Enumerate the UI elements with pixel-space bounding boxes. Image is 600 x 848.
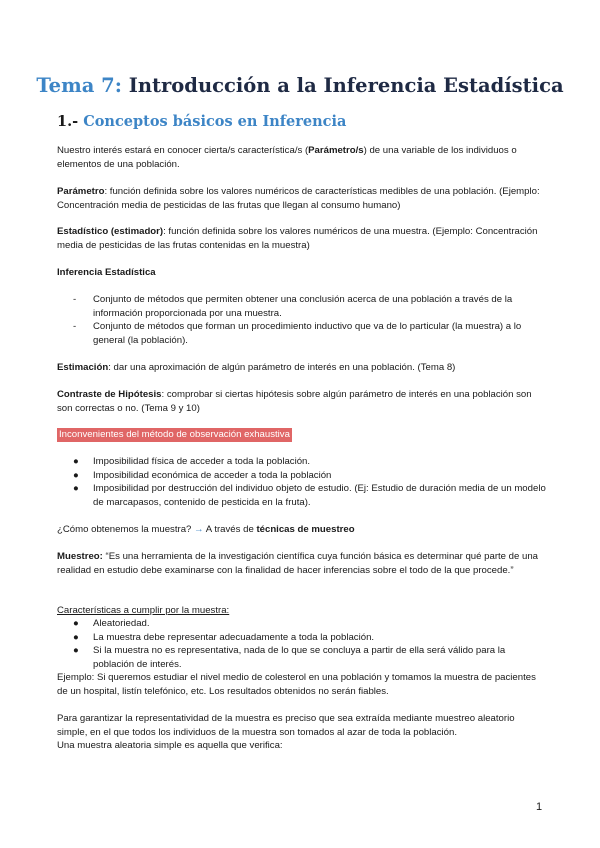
question-line	[57, 523, 547, 537]
title-topic-number: Tema 7:	[36, 74, 122, 97]
list-dash-marker: -	[73, 294, 77, 305]
list-item: Conjunto de métodos que permiten obtener una conclusión acerca de una población a través de la información proporcionada por una muestra.	[93, 294, 513, 319]
estadistico-definition	[57, 225, 547, 253]
parametro-text: : función definida sobre los valores numéricos de características medibles de una población. (Ejemplo: Concentración media de pesticidas de las frutas que llegan al consumo humano)	[57, 186, 540, 211]
answer-text: A través de	[205, 524, 254, 535]
list-item: Imposibilidad por destrucción del individuo objeto de estudio. (Ej: Estudio de duración media de un modelo de marcapasos, contenido de pesticida en la fruta).	[93, 483, 546, 508]
answer-bold: técnicas de muestreo	[256, 524, 355, 535]
garantizar-paragraph: Para garantizar la representatividad de la muestra es preciso que sea extraída mediante muestreo aleatorio simple, en el que todos los individuos de la muestra son tomados al azar de toda la población.	[57, 713, 515, 738]
arrow-right-icon: →	[194, 524, 204, 535]
caracteristicas-heading: Características a cumplir por la muestra:	[57, 605, 230, 616]
title-text: Introducción a la Inferencia Estadística	[128, 74, 564, 97]
list-item: La muestra debe representar adecuadamente a toda la población.	[93, 632, 375, 643]
muestreo-definition	[57, 550, 547, 578]
document-title	[0, 74, 600, 97]
mas-paragraph: Una muestra aleatoria simple es aquella que verifica:	[57, 740, 283, 751]
estadistico-term: Estadístico (estimador)	[57, 226, 164, 237]
bullet-marker: ●	[73, 618, 79, 629]
bullet-marker: ●	[73, 470, 79, 481]
bullet-marker: ●	[73, 483, 79, 494]
intro-text-1: Nuestro interés estará en conocer cierta/s característica/s (	[57, 145, 309, 156]
muestreo-text: “Es una herramienta de la investigación científica cuya función básica es determinar qué parte de una realidad en estudio debe examinarse con la finalidad de hacer inferencias sobre el todo de la que procede.”	[57, 551, 539, 576]
list-item: Si la muestra no es representativa, nada de lo que se concluya a partir de ella será válido para la población de interés.	[93, 645, 506, 670]
parametro-definition	[57, 185, 547, 213]
section-title: Conceptos básicos en Inferencia	[83, 113, 347, 130]
section-number: 1.-	[57, 113, 79, 130]
list-item: Conjunto de métodos que forman un procedimiento inductivo que va de lo particular (la muestra) a lo general (la población).	[93, 321, 522, 346]
list-item: Aleatoriedad.	[93, 618, 150, 629]
inferencia-heading: Inferencia Estadística	[57, 267, 156, 278]
page-number: 1	[536, 801, 543, 813]
ejemplo-paragraph: Ejemplo: Si queremos estudiar el nivel medio de colesterol en una población y tomamos la muestra de pacientes de un hospital, listín telefónico, etc. Los resultados obtenidos no serán fiables.	[57, 672, 536, 697]
contraste-text: : comprobar si ciertas hipótesis sobre algún parámetro de interés en una población son son correctas o no. (Tema 9 y 10)	[57, 389, 532, 414]
estadistico-text: : función definida sobre los valores numéricos de una muestra. (Ejemplo: Concentración media de pesticidas de las frutas contenidas en la muestra)	[57, 226, 538, 251]
intro-paragraph	[57, 144, 547, 172]
section-heading	[57, 113, 346, 130]
inconvenientes-heading: Inconvenientes del método de observación exhaustiva	[59, 429, 290, 440]
bullet-marker: ●	[73, 456, 79, 467]
contraste-definition	[57, 388, 547, 416]
estimacion-definition	[57, 361, 547, 375]
estimacion-text: : dar una aproximación de algún parámetro de interés en una población. (Tema 8)	[108, 362, 456, 373]
intro-bold: Parámetro/s	[308, 145, 364, 156]
muestreo-term: Muestreo:	[57, 551, 103, 562]
question-text: ¿Cómo obtenemos la muestra?	[57, 524, 192, 535]
intro-text-2: ) de una variable de los individuos o elementos de una población.	[57, 145, 517, 170]
bullet-marker: ●	[73, 632, 79, 643]
list-item: Imposibilidad económica de acceder a toda la población	[93, 470, 332, 481]
contraste-term: Contraste de Hipótesis	[57, 389, 162, 400]
list-dash-marker: -	[73, 321, 77, 332]
parametro-term: Parámetro	[57, 186, 105, 197]
bullet-marker: ●	[73, 645, 79, 656]
list-item: Imposibilidad física de acceder a toda la población.	[93, 456, 311, 467]
estimacion-term: Estimación	[57, 362, 109, 373]
